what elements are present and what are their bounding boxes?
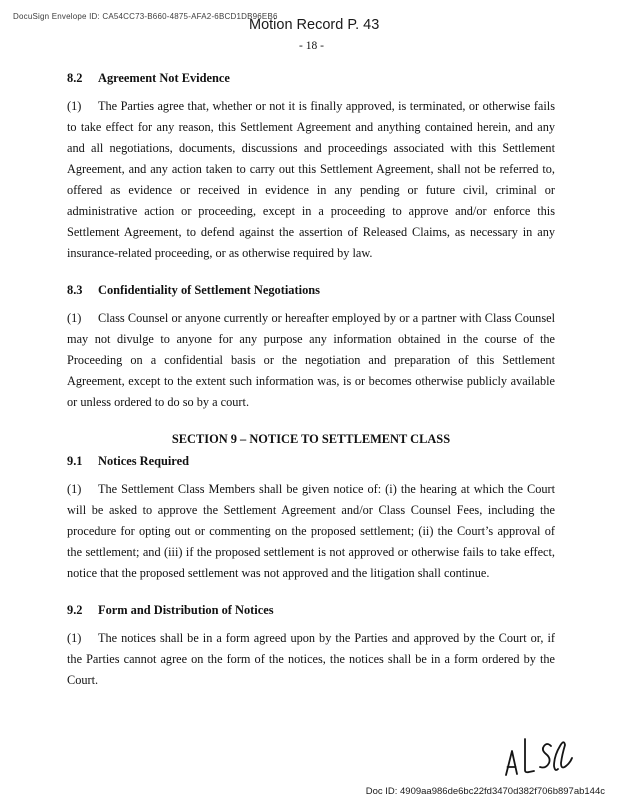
- heading-8-3: [67, 282, 555, 298]
- section-9-heading: SECTION 9 – NOTICE TO SETTLEMENT CLASS: [171, 432, 451, 446]
- heading-8-3-number: 8.3: [67, 283, 83, 297]
- paragraph-8-3-1-text: Class Counsel or anyone currently or hereafter employed by or a partner with Class Counsel may not divulge to anyone for any purpose any information obtained in the course of the Proceeding on a confidential basis or the negotiation and preparation of this Settlement Agreement, except to the extent such information was, is or becomes otherwise publicly available or unless ordered to do so by a court.: [67, 311, 555, 409]
- heading-9-1: [67, 453, 555, 469]
- handwritten-initials-signature: [501, 735, 581, 779]
- motion-record-stamp: Motion Record P. 43: [249, 17, 380, 33]
- paragraph-8-2-1: [67, 96, 555, 264]
- paragraph-8-3-1-label: (1): [67, 311, 82, 325]
- heading-9-1-number: 9.1: [67, 454, 83, 468]
- paragraph-9-2-1: [67, 628, 555, 691]
- page-number: - 18 -: [299, 40, 324, 52]
- heading-9-1-title: Notices Required: [98, 454, 189, 468]
- paragraph-9-1-1: [67, 479, 555, 584]
- paragraph-8-2-1-text: The Parties agree that, whether or not it is finally approved, is terminated, or otherwise fails to take effect for any reason, this Settlement Agreement and anything contained herein, and any and all negotiations, documents, discussions and proceedings associated with this Settlement Agreement, and any action taken to carry out this Settlement Agreement, shall not be referred to, offered as evidence or received in evidence in any pending or future civil, criminal or administrative action or proceeding, except in a proceeding to approve and/or enforce this Settlement Agreement, to defend against the assertion of Released Claims, as necessary in any insurance-related proceeding, or as otherwise required by law.: [67, 99, 555, 260]
- paragraph-9-2-1-label: (1): [67, 631, 82, 645]
- paragraph-9-1-1-text: The Settlement Class Members shall be given notice of: (i) the hearing at which the Court will be asked to approve the Settlement Agreement and/or Class Counsel Fees, including the procedure for opting out or commenting on the proposed settlement; (ii) the Court’s approval of the settlement; and (iii) if the proposed settlement is not approved or otherwise fails to take effect, notice that the proposed settlement was not approved and the litigation shall continue.: [67, 482, 555, 580]
- paragraph-8-2-1-label: (1): [67, 99, 82, 113]
- docusign-envelope-id: DocuSign Envelope ID: CA54CC73-B660-4875-AFA2-6BCD1DB96EB6: [13, 12, 278, 21]
- heading-9-2: [67, 602, 555, 618]
- heading-8-2-title: Agreement Not Evidence: [98, 71, 230, 85]
- document-content: [67, 70, 555, 709]
- paragraph-8-3-1: [67, 308, 555, 413]
- heading-9-2-title: Form and Distribution of Notices: [98, 603, 274, 617]
- doc-id-footer: Doc ID: 4909aa986de6bc22fd3470d382f706b897ab144c: [365, 786, 605, 797]
- heading-9-2-number: 9.2: [67, 603, 83, 617]
- heading-8-3-title: Confidentiality of Settlement Negotiations: [98, 283, 320, 297]
- heading-8-2-number: 8.2: [67, 71, 83, 85]
- paragraph-9-1-1-label: (1): [67, 482, 82, 496]
- heading-8-2: [67, 70, 555, 86]
- paragraph-9-2-1-text: The notices shall be in a form agreed upon by the Parties and approved by the Court or, if the Parties cannot agree on the form of the notices, the notices shall be in a form ordered by the Court.: [67, 631, 555, 687]
